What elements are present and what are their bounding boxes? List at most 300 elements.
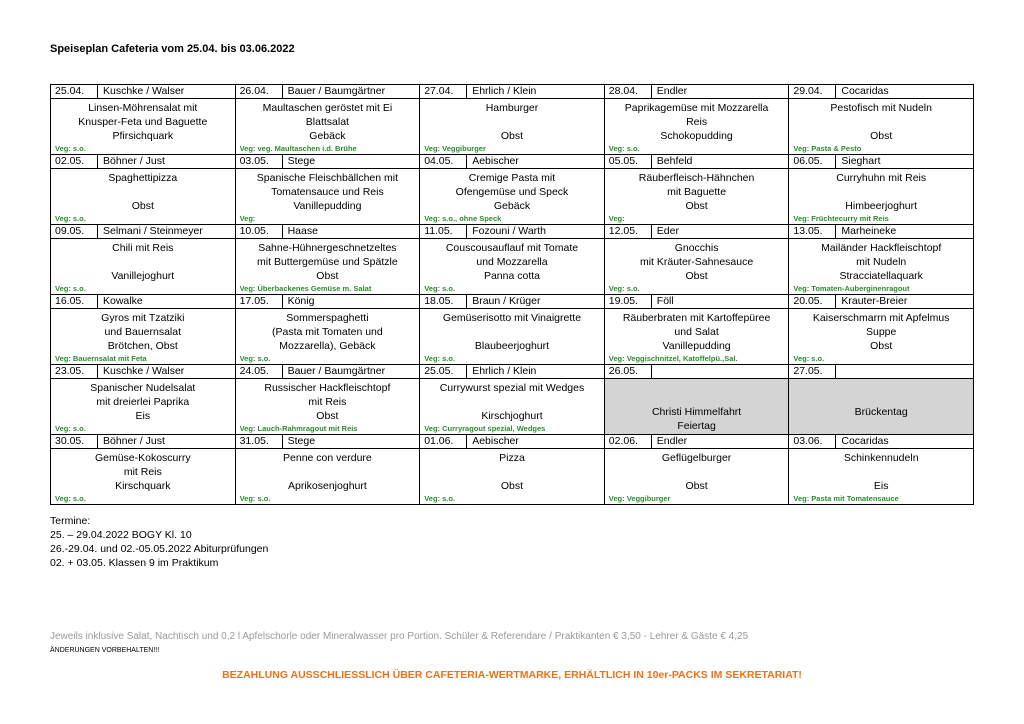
veg-option: Veg: s.o.	[793, 354, 825, 363]
meal-line: Reis	[686, 116, 708, 128]
day-date: 20.05.	[789, 295, 836, 308]
day-staff: Haase	[287, 225, 318, 237]
meal-line: Tomatensauce und Reis	[271, 186, 384, 198]
meal-text	[51, 99, 235, 143]
day-meal-cell	[235, 449, 420, 505]
meal-line: Penne con verdure	[283, 452, 372, 464]
meal-text	[420, 99, 604, 143]
meal-line: Blaubeerjoghurt	[474, 340, 550, 352]
meal-line: Russischer Hackfleischtopf	[264, 382, 391, 394]
meal-line: mit Kräuter-Sahnesauce	[639, 256, 754, 268]
meal-line: Geflügelburger	[661, 452, 732, 464]
meal-line: Ofengemüse und Speck	[455, 186, 569, 198]
day-date: 26.05.	[605, 365, 652, 378]
meal-text	[420, 309, 604, 353]
meal-body	[420, 449, 604, 504]
week-header-row	[51, 365, 974, 379]
meal-body	[605, 239, 789, 294]
meal-body	[51, 239, 235, 294]
day-meal-cell	[789, 449, 974, 505]
notes-heading: Termine:	[50, 515, 91, 527]
veg-option: Veg: veg. Maultaschen i.d. Brühe	[239, 144, 357, 153]
meal-line: (Pasta mit Tomaten und	[272, 326, 383, 338]
meal-line: mit dreierlei Paprika	[96, 396, 190, 408]
day-date: 12.05.	[605, 225, 652, 238]
meal-line: Gnocchis	[674, 242, 719, 254]
meal-body	[605, 309, 789, 364]
meal-line: Blattsalat	[305, 116, 349, 128]
meal-line	[789, 465, 973, 479]
meal-text	[605, 169, 789, 213]
day-date: 03.05.	[236, 155, 283, 168]
day-meal-cell	[420, 449, 605, 505]
day-header	[789, 225, 974, 239]
meal-body	[789, 99, 973, 154]
meal-line: Gyros mit Tzatziki	[101, 312, 185, 324]
meal-line: Brückentag	[854, 406, 908, 418]
meal-body	[789, 379, 973, 434]
meal-body	[51, 449, 235, 504]
day-header	[51, 85, 236, 99]
meal-body	[789, 169, 973, 224]
day-meal-cell	[604, 309, 789, 365]
meal-line: Kaiserschmarrn mit Apfelmus	[812, 312, 950, 324]
day-header	[51, 365, 236, 379]
day-meal-cell	[51, 99, 236, 155]
day-staff: Marheineke	[841, 225, 897, 237]
meal-body	[605, 99, 789, 154]
day-date: 19.05.	[605, 295, 652, 308]
day-meal-cell	[604, 99, 789, 155]
veg-option: Veg: s.o.	[239, 494, 271, 503]
meal-line: Obst	[685, 480, 708, 492]
day-staff: Endler	[656, 435, 688, 447]
day-header	[235, 435, 420, 449]
meal-line: Chili mit Reis	[112, 242, 174, 254]
meal-line: mit Nudeln	[856, 256, 907, 268]
meal-line: Cremige Pasta mit	[468, 172, 556, 184]
meal-text	[236, 169, 420, 213]
day-staff: Behfeld	[656, 155, 693, 167]
price-info: Jeweils inklusive Salat, Nachtisch und 0,2 l Apfelschorle oder Mineralwasser pro Portion. Schüler & Referendare / Praktikanten € 3,50 - Lehrer & Gäste € 4,25	[50, 631, 749, 642]
meal-line: Feiertag	[677, 420, 716, 432]
day-date: 27.05.	[789, 365, 836, 378]
day-date: 25.05.	[420, 365, 467, 378]
day-date: 01.06.	[420, 435, 467, 448]
meal-text	[605, 379, 789, 433]
day-date: 05.05.	[605, 155, 652, 168]
meal-text	[51, 239, 235, 283]
day-staff: Krauter-Breier	[841, 295, 908, 307]
meal-line: Sommerspaghetti	[286, 312, 369, 324]
meal-line: Obst	[131, 200, 154, 212]
day-meal-cell	[420, 169, 605, 225]
day-header	[235, 85, 420, 99]
day-meal-cell	[789, 379, 974, 435]
meal-line: Obst	[685, 270, 708, 282]
meal-line: Brötchen, Obst	[107, 340, 178, 352]
day-date: 29.04.	[789, 85, 836, 98]
meal-text	[420, 379, 604, 423]
meal-line	[789, 419, 973, 433]
day-meal-cell	[51, 379, 236, 435]
day-header	[420, 295, 605, 309]
meal-line: Curryhuhn mit Reis	[836, 172, 927, 184]
meal-line: Linsen-Möhrensalat mit	[88, 102, 198, 114]
meal-line: Räuberfleisch-Hähnchen	[638, 172, 755, 184]
day-header	[235, 365, 420, 379]
meal-line: Suppe	[866, 326, 897, 338]
meal-text	[51, 309, 235, 353]
day-date: 24.05.	[236, 365, 283, 378]
day-meal-cell	[51, 309, 236, 365]
meal-line: Spanischer Nudelsalat	[90, 382, 196, 394]
day-staff: Sieghart	[841, 155, 881, 167]
meal-text	[236, 239, 420, 283]
day-date: 10.05.	[236, 225, 283, 238]
day-header	[51, 435, 236, 449]
day-meal-cell	[420, 99, 605, 155]
veg-option: Veg: s.o.	[55, 144, 86, 153]
meal-line: Christi Himmelfahrt	[651, 406, 742, 418]
week-meal-row	[51, 309, 974, 365]
meal-line	[789, 391, 973, 405]
day-meal-cell	[420, 309, 605, 365]
meal-line: Schokopudding	[660, 130, 733, 142]
meal-text	[420, 449, 604, 493]
meal-line	[420, 325, 604, 339]
meal-body	[236, 379, 420, 434]
veg-option: Veg: Curryragout spezial, Wedges	[424, 424, 546, 433]
meal-line: Vanillejoghurt	[111, 270, 175, 282]
veg-option: Veg: Veggiburger	[608, 494, 671, 503]
meal-line: Obst	[500, 130, 524, 142]
week-meal-row	[51, 379, 974, 435]
meal-text	[605, 449, 789, 493]
day-meal-cell	[235, 309, 420, 365]
meal-text	[605, 239, 789, 283]
meal-text	[420, 239, 604, 283]
meal-line: Paprikagemüse mit Mozzarella	[624, 102, 769, 114]
meal-body	[236, 239, 420, 294]
meal-line: und Salat	[674, 326, 719, 338]
day-header	[789, 365, 974, 379]
day-staff: Ehrlich / Klein	[472, 85, 537, 97]
veg-option: Veg: s.o.	[608, 144, 640, 153]
meal-text	[605, 99, 789, 143]
day-header	[420, 225, 605, 239]
dates-notes	[50, 514, 268, 570]
day-header	[235, 295, 420, 309]
day-staff: Cocaridas	[841, 435, 889, 447]
menu-table	[50, 84, 974, 505]
meal-line: Gebäck	[493, 200, 531, 212]
day-meal-cell	[51, 239, 236, 295]
day-staff: Fozouni / Warth	[472, 225, 546, 237]
day-header	[604, 295, 789, 309]
day-meal-cell	[235, 169, 420, 225]
meal-body	[605, 449, 789, 504]
day-header	[604, 155, 789, 169]
week-header-row	[51, 225, 974, 239]
meal-line: Pizza	[499, 452, 525, 464]
day-staff: Cocaridas	[841, 85, 889, 97]
day-meal-cell	[235, 99, 420, 155]
notes-line: 25. – 29.04.2022 BOGY Kl. 10	[50, 529, 192, 541]
day-date: 27.04.	[420, 85, 467, 98]
veg-option: Veg: Pasta & Pesto	[793, 144, 862, 153]
day-staff: Braun / Krüger	[472, 295, 541, 307]
veg-option: Veg: Überbackenes Gemüse m. Salat	[239, 284, 372, 293]
veg-option: Veg:	[239, 214, 256, 223]
day-date: 30.05.	[51, 435, 98, 448]
meal-line	[789, 115, 973, 129]
day-staff: Kowalke	[103, 295, 143, 307]
day-meal-cell	[604, 379, 789, 435]
day-date: 28.04.	[605, 85, 652, 98]
day-date: 23.05.	[51, 365, 98, 378]
meal-line: Panna cotta	[483, 270, 540, 282]
week-header-row	[51, 155, 974, 169]
day-meal-cell	[420, 379, 605, 435]
day-date: 02.05.	[51, 155, 98, 168]
meal-line: Obst	[870, 340, 893, 352]
meal-line: Kirschquark	[115, 480, 171, 492]
day-header	[420, 85, 605, 99]
notes-line: 02. + 03.05. Klassen 9 im Praktikum	[50, 557, 219, 569]
veg-option: Veg: s.o.	[424, 494, 456, 503]
page-title: Speiseplan Cafeteria vom 25.04. bis 03.06.2022	[50, 43, 295, 55]
day-header	[51, 155, 236, 169]
veg-option: Veg: Bauernsalat mit Feta	[55, 354, 147, 363]
meal-line: Knusper-Feta und Baguette	[78, 116, 208, 128]
veg-option: Veg: Früchtecurry mit Reis	[793, 214, 889, 223]
day-header	[789, 85, 974, 99]
day-staff: Endler	[656, 85, 688, 97]
day-staff: Kuschke / Walser	[103, 365, 185, 377]
meal-line: Currywurst spezial mit Wedges	[439, 382, 585, 394]
meal-line	[236, 465, 420, 479]
week-meal-row	[51, 239, 974, 295]
day-staff: Selmani / Steinmeyer	[103, 225, 203, 237]
day-meal-cell	[789, 99, 974, 155]
meal-body	[420, 239, 604, 294]
day-header	[235, 225, 420, 239]
veg-option: Veg: s.o.	[55, 494, 86, 503]
meal-body	[420, 379, 604, 434]
day-header	[789, 295, 974, 309]
meal-body	[51, 309, 235, 364]
meal-text	[51, 449, 235, 493]
day-header	[420, 365, 605, 379]
veg-option: Veg:	[608, 214, 625, 223]
meal-text	[789, 239, 973, 283]
meal-line: Gemüserisotto mit Vinaigrette	[442, 312, 582, 324]
day-header	[235, 155, 420, 169]
changes-notice: ÄNDERUNGEN VORBEHALTEN!!!	[50, 647, 160, 654]
meal-line: Vanillepudding	[293, 200, 362, 212]
day-staff: Stege	[287, 435, 316, 447]
day-meal-cell	[604, 169, 789, 225]
veg-option: Veg: Tomaten-Auberginenragout	[793, 284, 910, 293]
day-meal-cell	[51, 449, 236, 505]
day-staff: Eder	[656, 225, 679, 237]
meal-line: Pfirsichquark	[112, 130, 174, 142]
veg-option: Veg: s.o., ohne Speck	[424, 214, 502, 223]
meal-body	[51, 99, 235, 154]
day-header	[420, 435, 605, 449]
meal-body	[605, 169, 789, 224]
meal-text	[789, 379, 973, 433]
meal-line: mit Buttergemüse und Spätzle	[257, 256, 398, 268]
day-staff: Aebischer	[472, 435, 519, 447]
veg-option: Veg: s.o.	[239, 354, 271, 363]
meal-line: Maultaschen geröstet mit Ei	[262, 102, 393, 114]
meal-line: Räuberbraten mit Kartoffepüree	[622, 312, 771, 324]
day-date: 09.05.	[51, 225, 98, 238]
meal-body	[420, 99, 604, 154]
day-meal-cell	[789, 239, 974, 295]
day-header	[420, 155, 605, 169]
day-meal-cell	[604, 239, 789, 295]
meal-line	[420, 395, 604, 409]
day-meal-cell	[789, 169, 974, 225]
day-header	[604, 365, 789, 379]
meal-line: und Mozzarella	[476, 256, 548, 268]
meal-line: Spanische Fleischbällchen mit	[256, 172, 399, 184]
day-header	[789, 435, 974, 449]
day-meal-cell	[235, 239, 420, 295]
meal-line	[605, 391, 789, 405]
meal-line: Gebäck	[309, 130, 346, 142]
meal-text	[236, 379, 420, 423]
day-header	[51, 225, 236, 239]
day-header	[789, 155, 974, 169]
day-meal-cell	[789, 309, 974, 365]
meal-body	[420, 309, 604, 364]
week-header-row	[51, 85, 974, 99]
meal-line: Stracciatellaquark	[839, 270, 923, 282]
meal-line: Pestofisch mit Nudeln	[830, 102, 932, 114]
meal-line: Eis	[135, 410, 151, 422]
meal-line: Sahne-Hühnergeschnetzeltes	[258, 242, 397, 254]
meal-line: Kirschjoghurt	[481, 410, 543, 422]
day-staff: Bauer / Baumgärtner	[287, 85, 386, 97]
meal-line: Gemüse-Kokoscurry	[94, 452, 191, 464]
day-staff: König	[287, 295, 315, 307]
day-staff: Stege	[287, 155, 316, 167]
day-date: 02.06.	[605, 435, 652, 448]
veg-option: Veg: s.o.	[55, 424, 86, 433]
meal-text	[236, 449, 420, 493]
day-meal-cell	[51, 169, 236, 225]
meal-body	[51, 379, 235, 434]
day-staff: Föll	[656, 295, 674, 307]
week-header-row	[51, 435, 974, 449]
day-date: 04.05.	[420, 155, 467, 168]
week-meal-row	[51, 449, 974, 505]
day-staff: Aebischer	[472, 155, 519, 167]
meal-body	[236, 309, 420, 364]
meal-text	[51, 379, 235, 423]
veg-option: Veg: Veggischnitzel, Katoffelpü.,Sal.	[608, 354, 738, 363]
week-meal-row	[51, 99, 974, 155]
day-staff: Bauer / Baumgärtner	[287, 365, 386, 377]
meal-text	[789, 169, 973, 213]
day-date: 13.05.	[789, 225, 836, 238]
meal-body	[236, 449, 420, 504]
meal-body	[420, 169, 604, 224]
day-header	[604, 435, 789, 449]
meal-body	[789, 309, 973, 364]
meal-text	[51, 169, 235, 213]
veg-option: Veg: Pasta mit Tomatensauce	[793, 494, 899, 503]
meal-text	[236, 99, 420, 143]
meal-body	[236, 99, 420, 154]
meal-line	[51, 255, 235, 269]
meal-line: Spaghettipizza	[108, 172, 178, 184]
meal-line	[605, 465, 789, 479]
meal-text	[605, 309, 789, 353]
meal-line: Obst	[870, 130, 893, 142]
veg-option: Veg: s.o.	[424, 354, 456, 363]
meal-line: Obst	[685, 200, 708, 212]
veg-option: Veg: Veggiburger	[424, 144, 486, 153]
day-header	[604, 225, 789, 239]
meal-line	[420, 115, 604, 129]
day-staff: Ehrlich / Klein	[472, 365, 537, 377]
meal-body	[605, 379, 789, 434]
meal-line: und Bauernsalat	[104, 326, 182, 338]
meal-text	[789, 449, 973, 493]
week-meal-row	[51, 169, 974, 225]
meal-body	[236, 169, 420, 224]
veg-option: Veg: Lauch-Rahmragout mit Reis	[239, 424, 358, 433]
meal-line: mit Baguette	[667, 186, 727, 198]
day-meal-cell	[235, 379, 420, 435]
veg-option: Veg: s.o.	[608, 284, 640, 293]
day-date: 31.05.	[236, 435, 283, 448]
day-date: 03.06.	[789, 435, 836, 448]
meal-line: Obst	[316, 410, 339, 422]
notes-line: 26.-29.04. und 02.-05.05.2022 Abiturprüfungen	[50, 543, 269, 555]
meal-line: Obst	[500, 480, 524, 492]
meal-line	[420, 465, 604, 479]
meal-line: Eis	[873, 480, 889, 492]
meal-line: Aprikosenjoghurt	[287, 480, 367, 492]
meal-line	[51, 185, 235, 199]
day-date: 18.05.	[420, 295, 467, 308]
meal-text	[420, 169, 604, 213]
day-meal-cell	[604, 449, 789, 505]
veg-option: Veg: s.o.	[55, 214, 86, 223]
day-date: 25.04.	[51, 85, 98, 98]
meal-line: Couscousauflauf mit Tomate	[445, 242, 579, 254]
day-date: 06.05.	[789, 155, 836, 168]
meal-line: Obst	[316, 270, 339, 282]
meal-line: Mailänder Hackfleischtopf	[821, 242, 942, 254]
payment-notice: BEZAHLUNG AUSSCHLIESSLICH ÜBER CAFETERIA-WERTMARKE, ERHÄLTLICH IN 10er-PACKS IM SEKRETARIAT!	[222, 669, 802, 681]
veg-option: Veg: s.o.	[55, 284, 86, 293]
meal-line: mit Reis	[123, 466, 162, 478]
meal-line	[789, 185, 973, 199]
day-date: 16.05.	[51, 295, 98, 308]
week-header-row	[51, 295, 974, 309]
meal-line: Vanillepudding	[662, 340, 731, 352]
day-header	[604, 85, 789, 99]
meal-line: Hamburger	[485, 102, 539, 114]
veg-option: Veg: s.o.	[424, 284, 456, 293]
